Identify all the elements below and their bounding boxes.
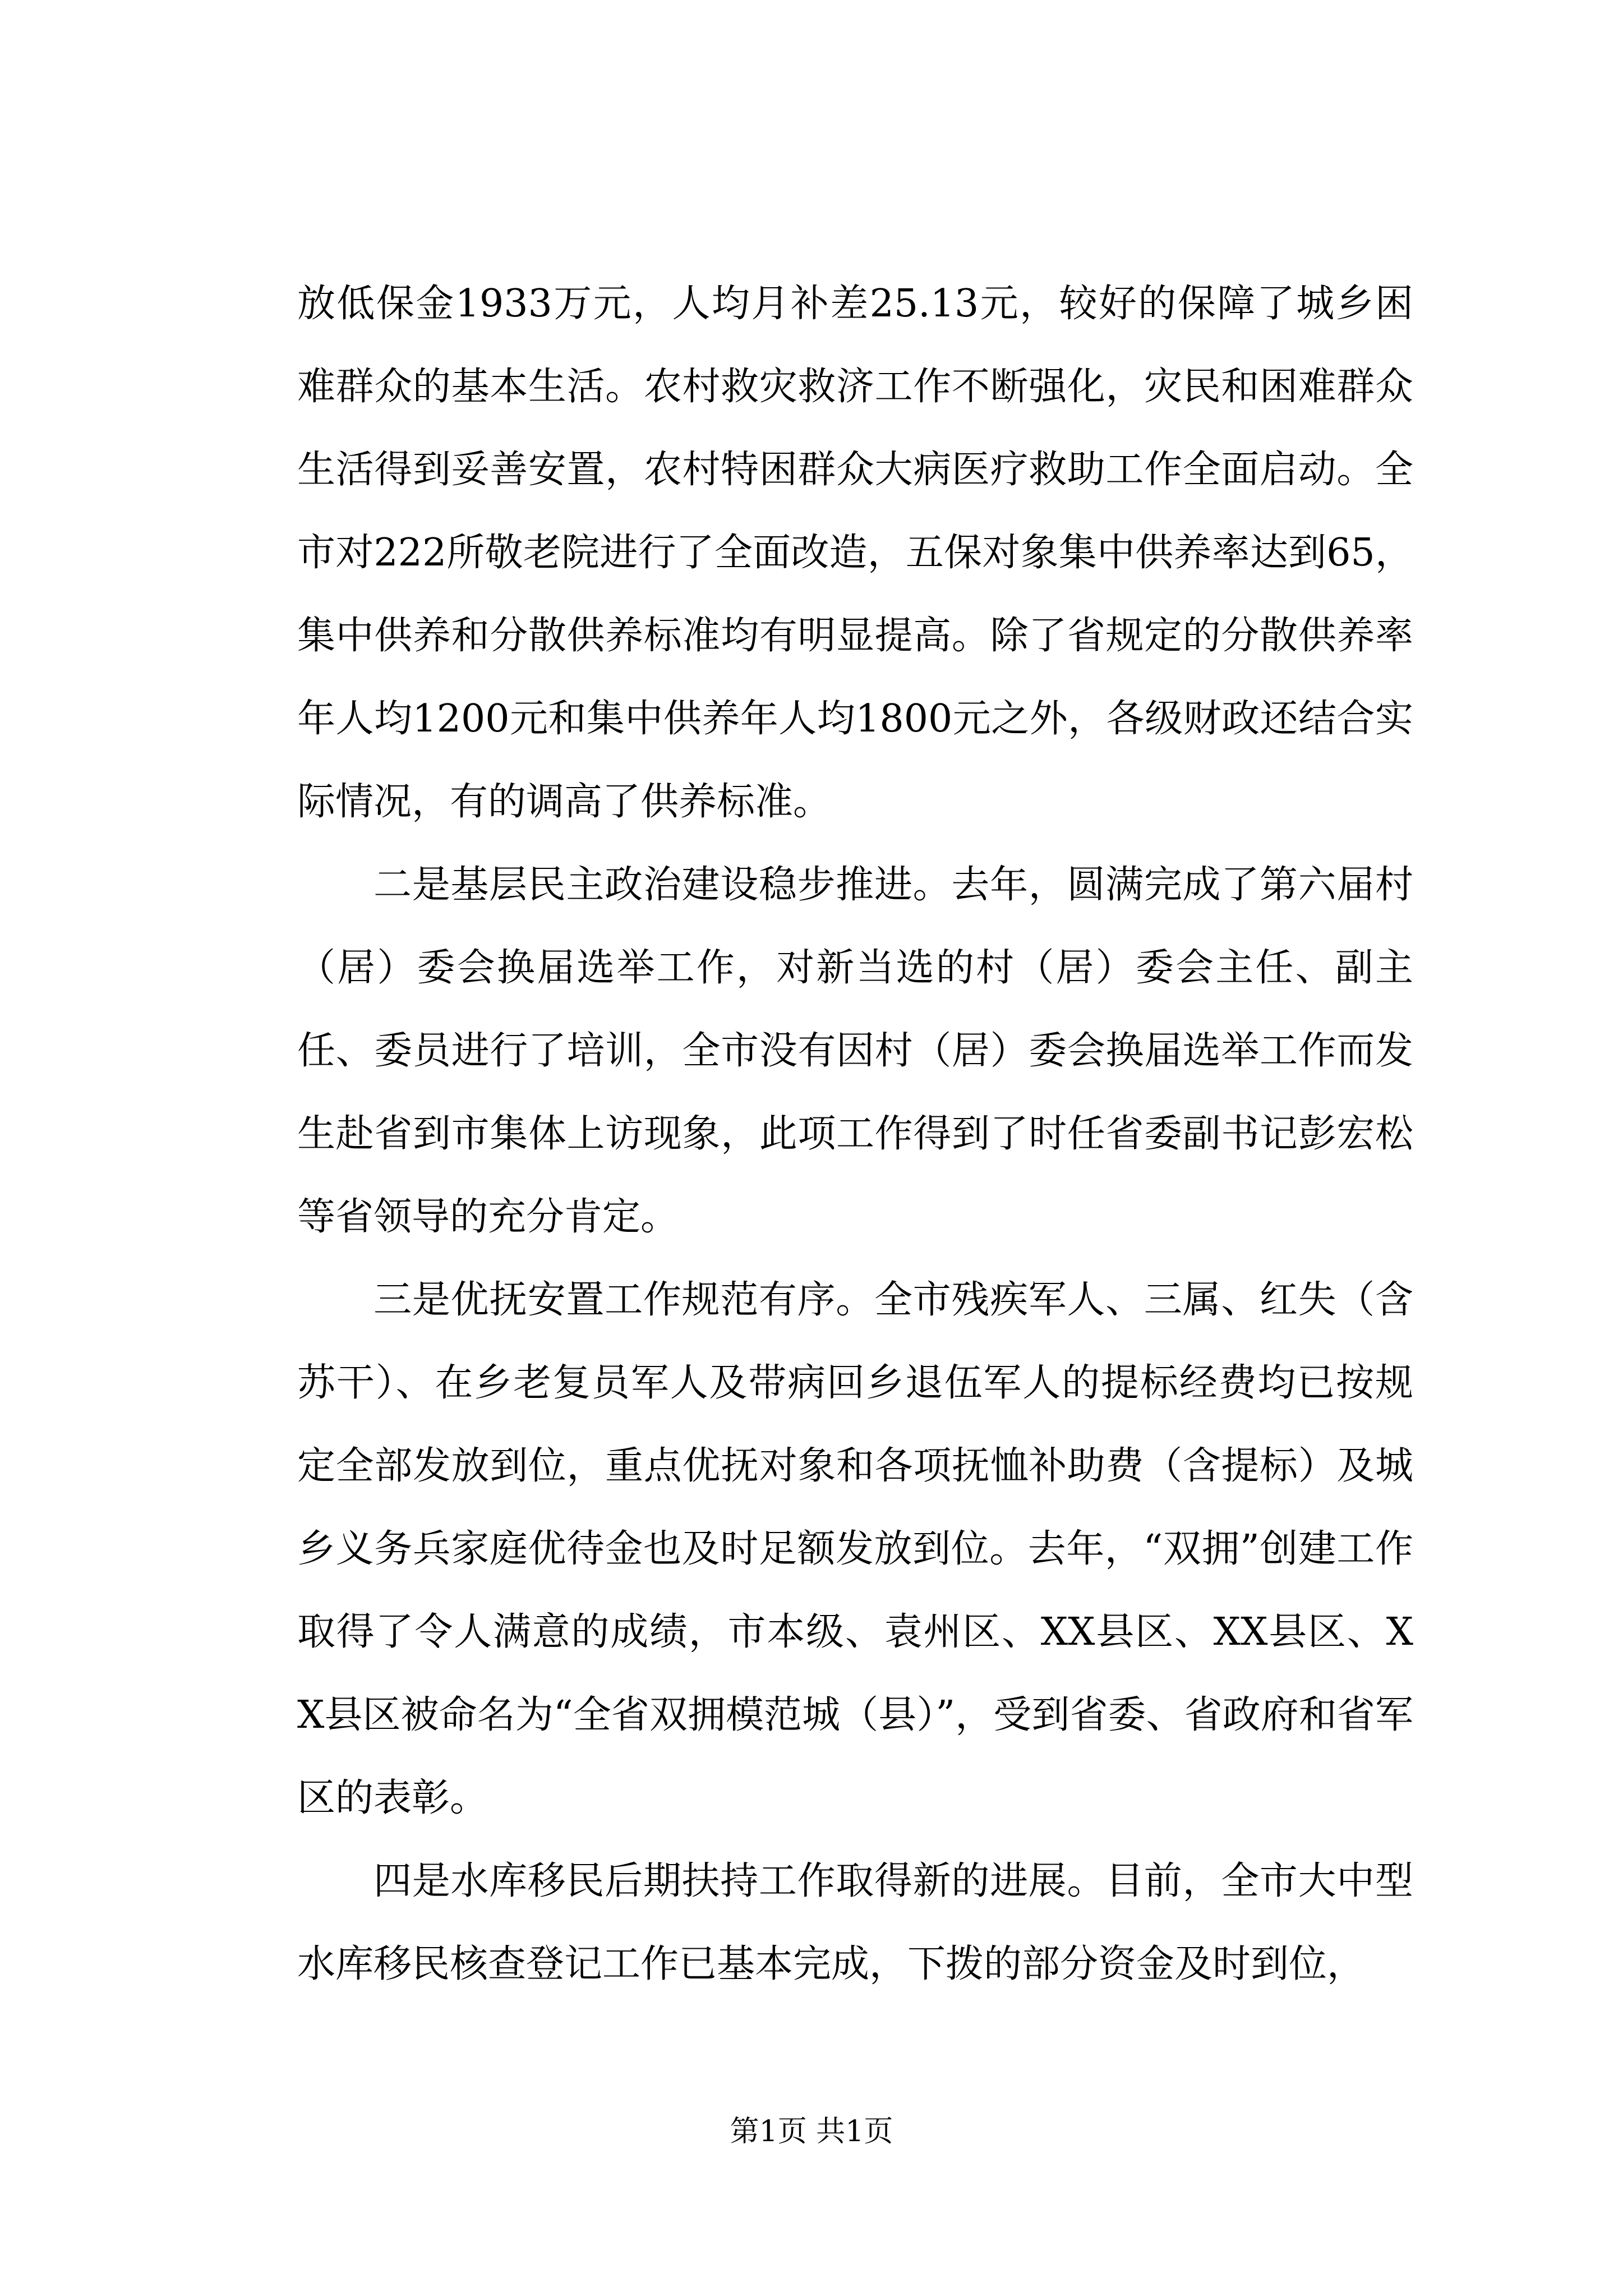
paragraph-3: 三是优抚安置工作规范有序。全市残疾军人、三属、红失（含苏干）、在乡老复员军人及带病回乡退伍军人的提标经费均已按规定全部发放到位，重点优抚对象和各项抚恤补助费（含提标）及城乡义务兵家庭优待金也及时足额发放到位。去年，“双拥”创建工作取得了令人满意的成绩，市本级、袁州区、XX县区、XX县区、XX县区被命名为“全省双拥模范城（县）”，受到省委、省政府和省军区的表彰。 (297, 1278, 1413, 1820)
document-body (297, 263, 1413, 2006)
paragraph-1: 放低保金1933万元，人均月补差25.13元，较好的保障了城乡困难群众的基本生活。农村救灾救济工作不断强化，灾民和困难群众生活得到妥善安置，农村特困群众大病医疗救助工作全面启动。全市对222所敬老院进行了全面改造，五保对象集中供养率达到65，集中供养和分散供养标准均有明显提高。除了省规定的分散供养率年人均1200元和集中供养年人均1800元之外，各级财政还结合实际情况，有的调高了供养标准。 (297, 282, 1413, 824)
page-number-footer: 第1页 共1页 (730, 2115, 893, 2148)
paragraph-4: 四是水库移民后期扶持工作取得新的进展。目前，全市大中型水库移民核查登记工作已基本完成，下拨的部分资金及时到位， (297, 1859, 1413, 1986)
paragraph-2: 二是基层民主政治建设稳步推进。去年，圆满完成了第六届村（居）委会换届选举工作，对新当选的村（居）委会主任、副主任、委员进行了培训，全市没有因村（居）委会换届选举工作而发生赴省到市集体上访现象，此项工作得到了时任省委副书记彭宏松等省领导的充分肯定。 (297, 863, 1413, 1239)
